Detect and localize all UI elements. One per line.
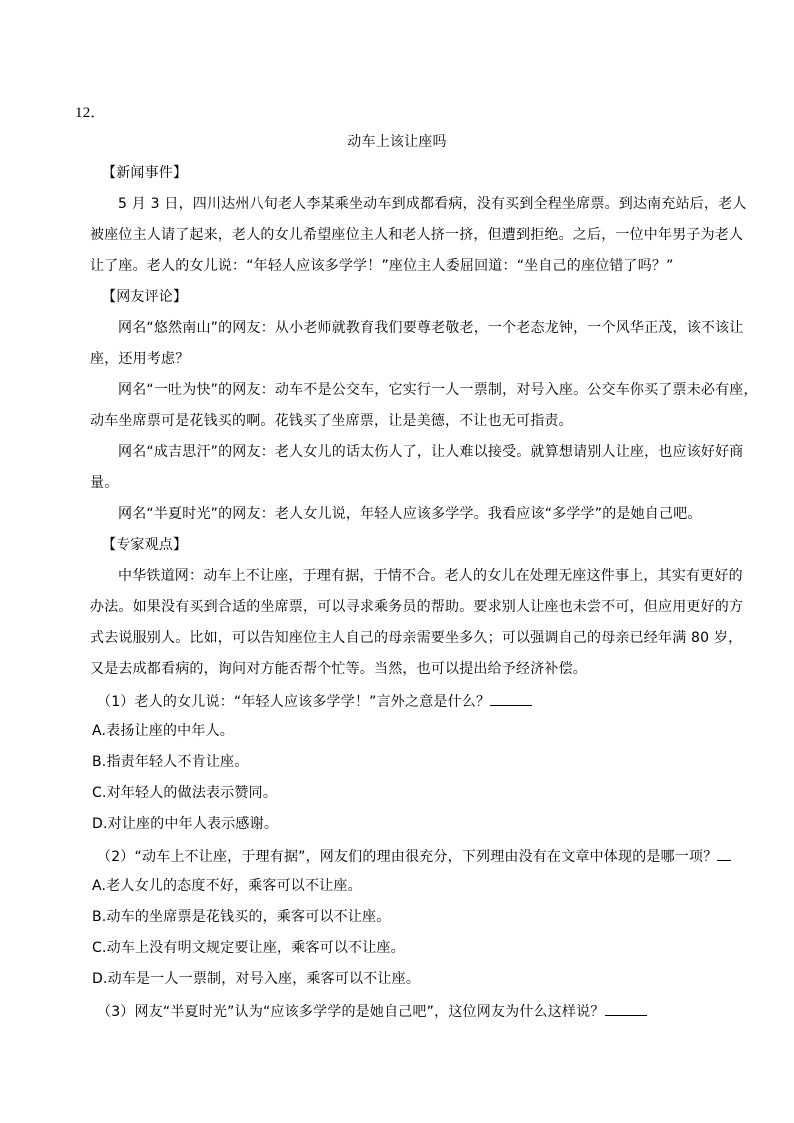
question-2-prompt: （2）“动车上不让座，于理有据”，网友们的理由很充分，下列理由没有在文章中体现的是哪一项？ — [97, 849, 718, 865]
question-number: 12． — [75, 105, 106, 121]
news-paragraph-line: 被座位主人请了起来，老人的女儿希望座位主人和老人挤一挤，但遭到拒绝。之后，一位中年男子为老人 — [90, 227, 744, 243]
section-heading-expert: 【专家观点】 — [102, 537, 188, 553]
comment-line: 网名“成吉思汗”的网友：老人女儿的话太伤人了，让人难以接受。就算想请别人让座，也应该好好商 — [118, 444, 744, 460]
section-heading-comments: 【网友评论】 — [102, 289, 188, 305]
comment-line: 座，还用考虑？ — [90, 351, 190, 367]
comment-line: 动车坐席票可是花钱买的啊。花钱买了坐席票，让是美德，不让也无可指责。 — [90, 413, 573, 429]
section-heading-news: 【新闻事件】 — [102, 165, 188, 181]
question-1-option-d: D.对让座的中年人表示感谢。 — [92, 816, 279, 832]
question-1-option-a: A.表扬让座的中年人。 — [92, 723, 234, 739]
expert-paragraph-line: 办法。如果没有买到合适的坐席票，可以寻求乘务员的帮助。要求别人让座也未尝不可，但应用更好的方 — [90, 599, 744, 615]
expert-paragraph-line: 式去说服别人。比如，可以告知座位主人自己的母亲需要坐多久；可以强调自己的母亲已经年满 80 岁， — [90, 630, 743, 646]
question-2 — [97, 846, 731, 866]
news-paragraph-line: 5 月 3 日，四川达州八旬老人李某乘坐动车到成都看病，没有买到全程坐席票。到达南充站后，老人 — [118, 196, 747, 212]
comment-line: 网名“悠然南山”的网友：从小老师就教育我们要尊老敬老，一个老态龙钟，一个风华正茂，该不该让 — [118, 320, 744, 336]
answer-blank-2[interactable] — [717, 846, 731, 861]
question-1-option-b: B.指责年轻人不肯让座。 — [92, 754, 249, 770]
expert-paragraph-line: 又是去成都看病的，询问对方能否帮个忙等。当然，也可以提出给予经济补偿。 — [90, 661, 587, 677]
question-2-option-c: C.动车上没有明文规定要让座，乘客可以不让座。 — [92, 940, 405, 956]
question-1 — [97, 691, 532, 711]
question-2-option-d: D.动车是一人一票制，对号入座，乘客可以不让座。 — [92, 971, 421, 987]
comment-line: 量。 — [90, 475, 119, 491]
question-1-option-c: C.对年轻人的做法表示赞同。 — [92, 785, 278, 801]
answer-blank-3[interactable] — [605, 1001, 647, 1016]
question-3 — [97, 1001, 647, 1021]
answer-blank-1[interactable] — [490, 691, 532, 706]
comment-line: 网名“半夏时光”的网友：老人女儿说，年轻人应该多学学。我看应该“多学学”的是她自己吧。 — [118, 506, 702, 522]
expert-paragraph-line: 中华铁道网：动车上不让座，于理有据，于情不合。老人的女儿在处理无座这件事上，其实有更好的 — [118, 568, 743, 584]
passage-title: 动车上该让座吗 — [347, 134, 447, 150]
news-paragraph-line: 让了座。老人的女儿说：“年轻人应该多学学！”座位主人委屈回道：“坐自己的座位错了吗？” — [90, 258, 674, 274]
question-2-option-b: B.动车的坐席票是花钱买的，乘客可以不让座。 — [92, 909, 391, 925]
question-2-option-a: A.老人女儿的态度不好，乘客可以不让座。 — [92, 878, 362, 894]
question-1-prompt: （1）老人的女儿说：“年轻人应该多学学！”言外之意是什么？ — [97, 694, 491, 710]
comment-line: 网名“一吐为快”的网友：动车不是公交车，它实行一人一票制，对号入座。公交车你买了票未必有座， — [118, 382, 758, 398]
question-3-prompt: （3）网友“半夏时光”认为“应该多学学的是她自己吧”，这位网友为什么这样说？ — [97, 1004, 605, 1020]
